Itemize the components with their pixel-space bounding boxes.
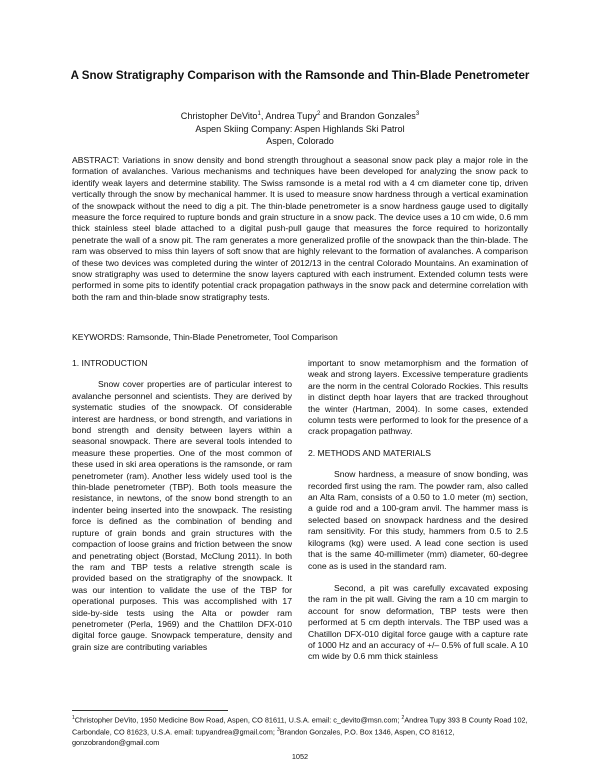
- left-column: [72, 358, 292, 653]
- methods-paragraph-2: Second, a pit was carefully excavated exposing the ram in the pit wall. Giving the ram a 10 cm margin to account for snow deformation, TBP tests were then performed at 5 cm depth intervals. The TBP used was a Chatillon DFX-010 digital force gauge with a capture rate of 1000 Hz and an accuracy of +/– 0.5% of full scale. A 10 cm wide by 0.6 mm thick stainless: [308, 582, 528, 662]
- section-heading-methods: 2. METHODS AND MATERIALS: [308, 447, 432, 458]
- footnote-gonzales: Brandon Gonzales, P.O. Box 1346, Aspen, CO 81612, gonzobrandon@gmail.com: [72, 727, 455, 747]
- author-separator: and: [320, 111, 341, 122]
- abstract: ABSTRACT: Variations in snow density and bond strength throughout a seasonal snow pack play a major role in the formation of avalanches. Various mechanisms and techniques have been developed for analyzing the snow pack to identify weak layers and determine stability. The Swiss ramsonde is a metal rod with a 4 cm diameter cone tip, driven vertically through the snow by mechanical hammer. It is used to measure snow hardness through a vertical examination of the snowpack without the need to dig a pit. The thin-blade penetrometer is a snow hardness gauge used to digitally measure the force required to rupture bonds and grain structure in a snow pack. The device uses a 10 cm wide, 0.6 mm thick stainless steel blade attached to a digital push-pull gauge that measures the force required to horizontally penetrate the wall of a snow pit. The ram generates a more generalized profile of the snowpack than the thin-blade. The ram was observed to miss thin layers of soft snow that are highly relevant to the formation of avalanches. A comparison of these two devices was completed during the winter of 2012/13 in the central Colorado Mountains. An examination of snow stratigraphy was used to determine the snow layers captured with each instrument. Extended column tests were performed in some pits to identify potential crack propagation pathways in the snow pack and determine correlation with both the ram and thin-blade snow stratigraphy tests.: [72, 155, 528, 302]
- author-tupy: Andrea Tupy: [265, 111, 317, 122]
- author-separator: ,: [260, 111, 266, 122]
- footnote-divider: [72, 710, 228, 711]
- right-column: [308, 358, 528, 663]
- footnote-mark-3: 3: [276, 727, 280, 734]
- author-location: Aspen, Colorado: [266, 136, 334, 147]
- footnote-devito: Christopher DeVito, 1950 Medicine Bow Road, Aspen, CO 81611, U.S.A. email: c_devito@msn.com;: [74, 715, 402, 725]
- author-gonzales-footnote-mark: 3: [415, 111, 420, 117]
- author-affiliation: Aspen Skiing Company: Aspen Highlands Ski Patrol: [195, 123, 405, 134]
- keywords: KEYWORDS: Ramsonde, Thin-Blade Penetrometer, Tool Comparison: [72, 332, 338, 342]
- footnote-mark-2: 2: [401, 715, 405, 721]
- footnote-tupy: Andrea Tupy 393 B County Road 102, Carbondale, CO 81623, U.S.A. email: tupyandrea@gmail.com;: [72, 715, 528, 737]
- footnote: [72, 713, 528, 748]
- author-names: [60, 108, 540, 123]
- author-block: [60, 108, 540, 148]
- introduction-paragraph: Snow cover properties are of particular interest to avalanche personnel and scientists. They are derived by systematic studies of the snowpack. Of considerable interest are hardness, or bond strength, and variations in bond strength and density between layers within a seasonal snowpack. There are several tools intended to measure these properties. One of the most common of these used in ski area operations is the ramsonde, or ram penetrometer (ram). Another less widely used tool is the thin-blade penetrometer (TBP). Both tools measure the resistance, in newtons, of the snow bond strength to an indenter being inserted into the snowpack. The resisting force is defined as the combination of bending and rupture of grain bonds and grain structures with the compaction of loose grains and friction between the snow and penetrating object (Borstad, McClung 2011). In both the ram and TBP tests a relative strength scale is provided based on the stratigraphy of the snowpack. It was our intention to validate the use of the TBP for operational purposes. This was accomplished with 17 side-by-side tests using the Alta or powder ram penetrometer (Perla, 1969) and the Chattilon DFX-010 digital force gauge. Snowpack temperature, density and grain size are contributing variables: [72, 379, 292, 652]
- introduction-paragraph-continued: important to snow metamorphism and the formation of weak and strong layers. Excessive temperature gradients are the norm in the central Colorado Rockies. This results in distinct depth hoar layers that are tracked throughout the winter (Hartman, 2004). In some cases, extended column tests were performed to look for the presence of a crack propagation pathway.: [308, 358, 528, 437]
- methods-paragraph-1: Snow hardness, a measure of snow bonding, was recorded first using the ram. The powder ram, also called an Alta Ram, consists of a 0.50 to 1.0 meter (m) section, a guide rod and a 100-gram anvil. The hammer mass is selected based on snowpack hardness and the desired ram sensitivity. For this study, hammers from 0.5 to 2.5 kilograms (kg) were used. A lead cone section is used that is the same 40-millimeter (mm) diameter, 60-degree cone as is used in the standard ram.: [308, 469, 528, 571]
- paper-title: A Snow Stratigraphy Comparison with the Ramsonde and Thin-Blade Penetrometer: [70, 69, 530, 82]
- author-devito-footnote-mark: 1: [257, 111, 261, 117]
- author-gonzales: Brandon Gonzales: [340, 111, 416, 122]
- section-heading-introduction: 1. INTRODUCTION: [72, 358, 148, 368]
- page-number: 1052: [291, 752, 309, 761]
- author-tupy-footnote-mark: 2: [316, 111, 321, 117]
- author-devito: Christopher DeVito: [180, 111, 258, 122]
- footnote-mark-1: 1: [72, 715, 75, 721]
